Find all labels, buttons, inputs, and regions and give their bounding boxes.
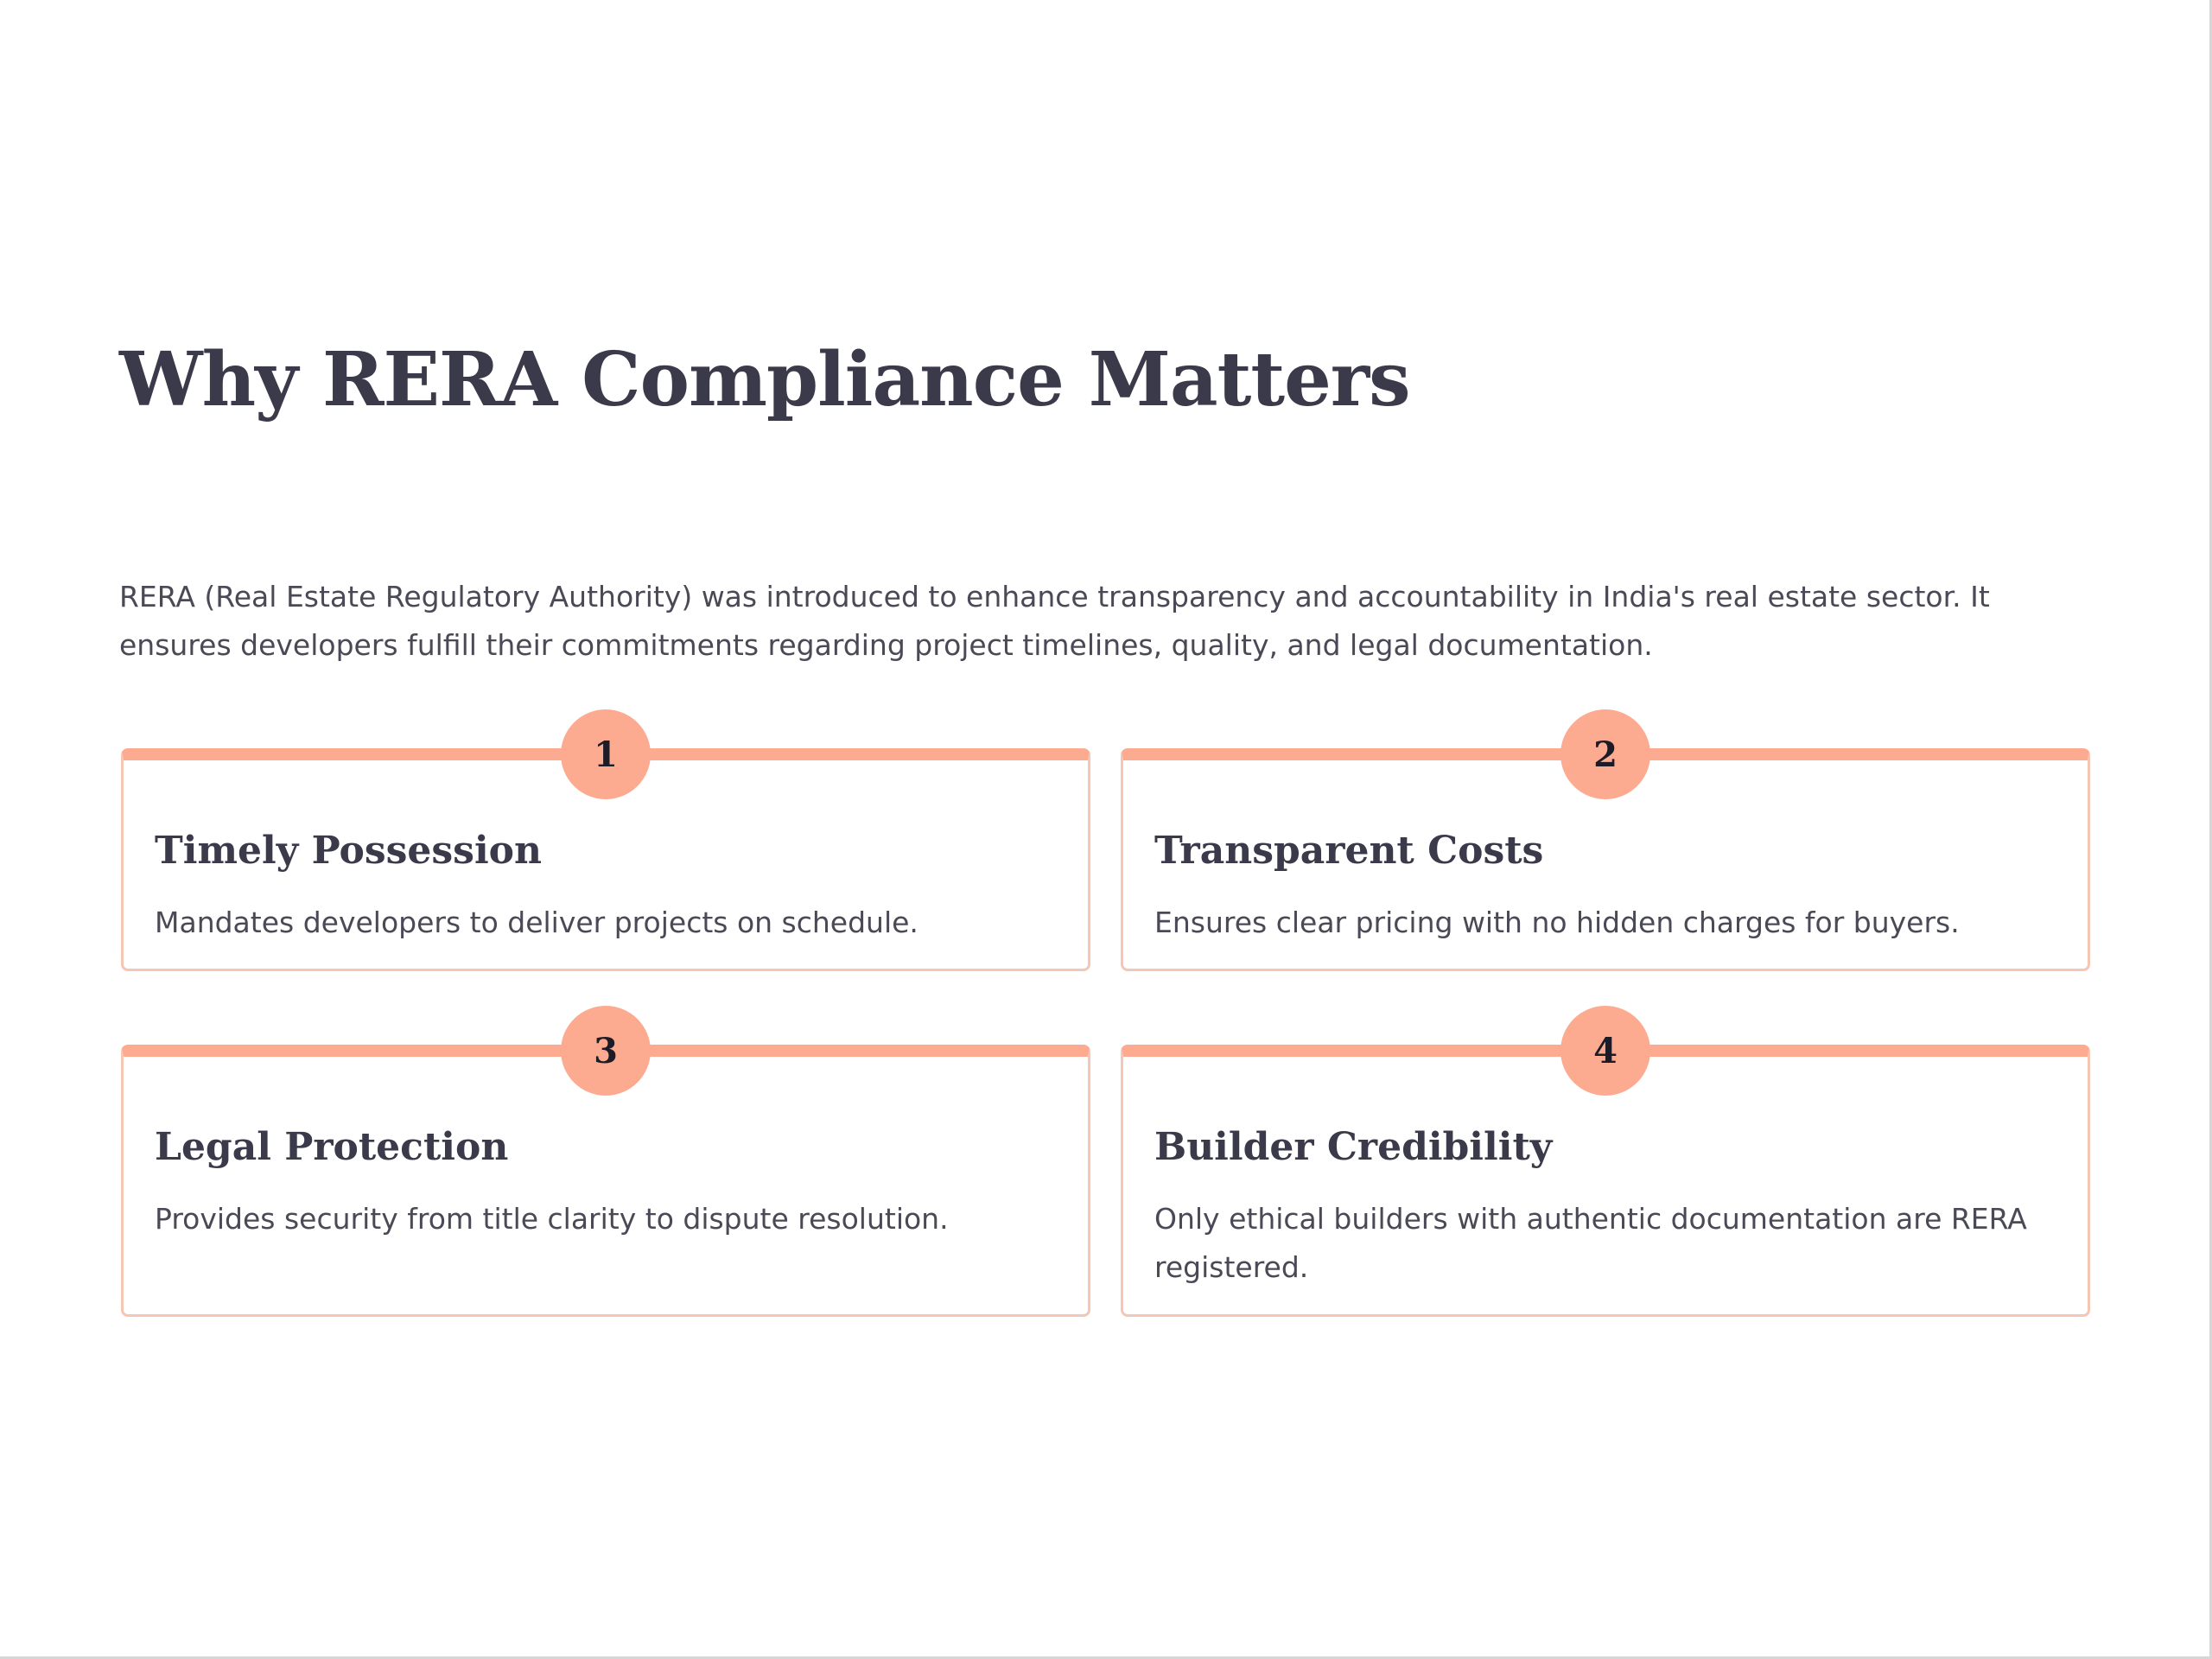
- card-description: Only ethical builders with authentic documentation are RERA registered.: [1154, 1202, 2027, 1284]
- card-title: Transparent Costs: [1154, 829, 1544, 873]
- card-timely-possession: [121, 734, 1090, 971]
- card-title: Legal Protection: [155, 1125, 509, 1169]
- card-legal-protection: [121, 1030, 1090, 1317]
- card-description: Ensures clear pricing with no hidden charges for buyers.: [1154, 906, 1960, 939]
- card-transparent-costs: [1121, 734, 2090, 971]
- card-number-badge: 3: [561, 1006, 651, 1096]
- card-title: Builder Credibility: [1154, 1125, 1553, 1169]
- card-number-badge: 1: [561, 709, 651, 799]
- card-description: Mandates developers to deliver projects on schedule.: [155, 906, 918, 939]
- card-title: Timely Possession: [155, 829, 542, 873]
- card-builder-credibility: [1121, 1030, 2090, 1317]
- card-description: Provides security from title clarity to dispute resolution.: [155, 1202, 949, 1236]
- card-number-badge: 2: [1560, 709, 1650, 799]
- intro-paragraph: RERA (Real Estate Regulatory Authority) was introduced to enhance transparency and accountability in India's real estate sector. It ensures developers fulfill their commitments regarding project timelines, quality, and legal documentation.: [119, 580, 1990, 662]
- page-title: Why RERA Compliance Matters: [119, 336, 1410, 423]
- card-number-badge: 4: [1560, 1006, 1650, 1096]
